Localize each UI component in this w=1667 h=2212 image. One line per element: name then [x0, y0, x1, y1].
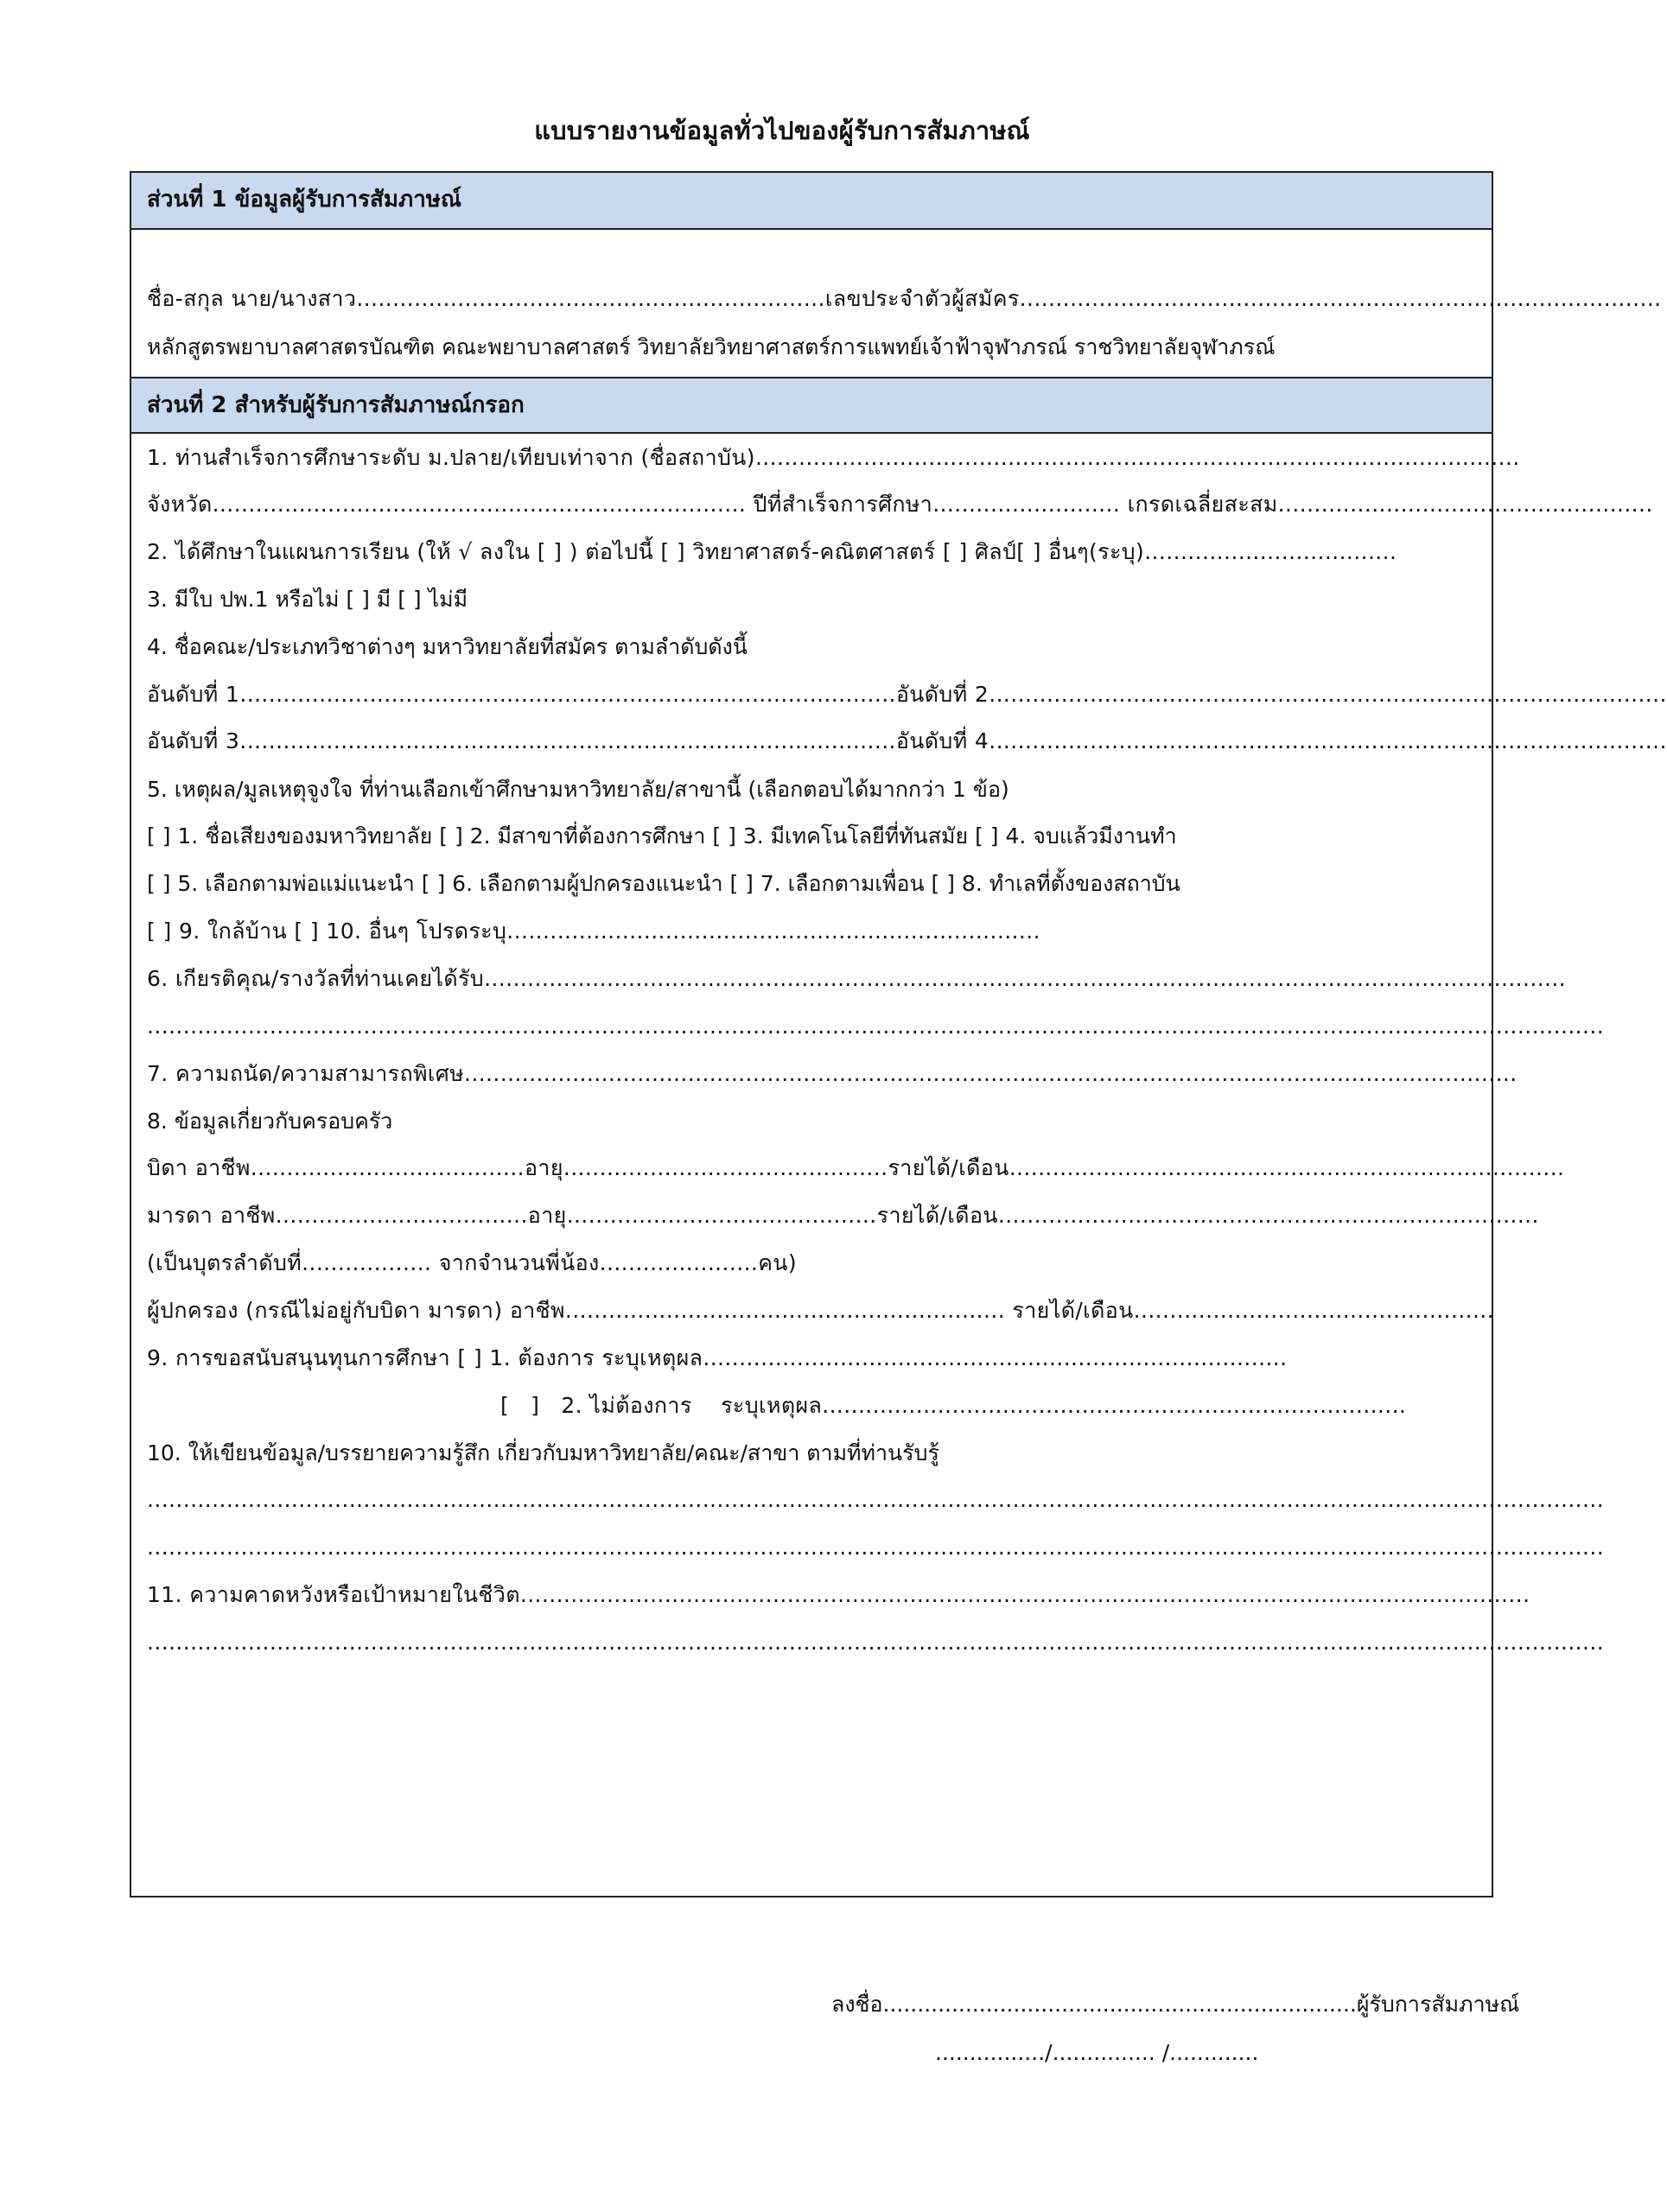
q1-province-line[interactable]: จังหวัด.......................................................................... ปีที่สำเร็จการศึกษา.......................... เกรดเฉลี่ยสะสม.................................................... — [147, 492, 1653, 517]
q3-transcript-line[interactable]: 3. มีใบ ปพ.1 หรือไม่ [ ] มี [ ] ไม่มี — [147, 587, 468, 612]
q5-options-row-1[interactable]: [ ] 1. ชื่อเสียงของมหาวิทยาลัย [ ] 2. มีสาขาที่ต้องการศึกษา [ ] 3. มีเทคโนโลยีที่ทันสมัย [ ] 4. จบแล้วมีงานทำ — [147, 823, 1177, 849]
q7-talent-line[interactable]: 7. ความถนัด/ความสามารถพิเศษ.................................................................................................................................................. — [147, 1061, 1517, 1086]
q4-rank-3-4-line[interactable]: อันดับที่ 3...........................................................................................อันดับที่ 4.............................................................................................. — [147, 728, 1667, 753]
q4-heading: 4. ชื่อคณะ/ประเภทวิชาต่างๆ มหาวิทยาลัยที่สมัคร ตามลำดับดังนี้ — [147, 634, 748, 659]
q1-school-line[interactable]: 1. ท่านสำเร็จการศึกษาระดับ ม.ปลาย/เทียบเท่าจาก (ชื่อสถาบัน).......................................................................................................... — [147, 445, 1520, 470]
q8-sibling-order-line[interactable]: (เป็นบุตรลำดับที่.................. จากจำนวนพี่น้อง......................คน) — [147, 1250, 798, 1275]
q10-answer-line-1[interactable]: .......................................................................................................................................................................................................... — [147, 1487, 1605, 1512]
q10-heading: 10. ให้เขียนข้อมูล/บรรยายความรู้สึก เกี่ยวกับมหาวิทยาลัย/คณะ/สาขา ตามที่ท่านรับรู้ — [147, 1440, 939, 1465]
q11-answer-line[interactable]: .......................................................................................................................................................................................................... — [147, 1630, 1605, 1655]
form-title: แบบรายงานข้อมูลทั่วไปของผู้รับการสัมภาษณ์ — [534, 116, 1030, 145]
program-line: หลักสูตรพยาบาลศาสตรบัณฑิต คณะพยาบาลศาสตร์ วิทยาลัยวิทยาศาสตร์การแพทย์เจ้าฟ้าจุฬาภรณ์ ราชวิทยาลัยจุฬาภรณ์ — [147, 334, 1276, 359]
form-frame — [130, 171, 1667, 1897]
section1-header: ส่วนที่ 1 ข้อมูลผู้รับการสัมภาษณ์ — [131, 173, 1492, 230]
signature-date[interactable]: ................/............... /............. — [935, 2040, 1259, 2065]
signature-line[interactable]: ลงชื่อ.....................................................................ผู้รับการสัมภาษณ์ — [831, 1992, 1520, 2017]
q2-study-plan-line[interactable]: 2. ได้ศึกษาในแผนการเรียน (ให้ √ ลงใน [ ] ) ต่อไปนี้ [ ] วิทยาศาสตร์-คณิตศาสตร์ [ ] ศิลป์[ ] อื่นๆ(ระบุ)................................... — [147, 539, 1397, 564]
q6-awards-line[interactable]: 6. เกียรติคุณ/รางวัลที่ท่านเคยได้รับ...................................................................................................................................................... — [147, 966, 1567, 991]
q8-mother-line[interactable]: มารดา อาชีพ...................................อายุ...........................................รายได้/เดือน........................................................................... — [147, 1203, 1539, 1228]
q8-guardian-line[interactable]: ผู้ปกครอง (กรณีไม่อยู่กับบิดา มารดา) อาชีพ............................................................. รายได้/เดือน.................................................. — [147, 1298, 1494, 1323]
q9-scholarship-no-need-line[interactable]: [ ] 2. ไม่ต้องการ ระบุเหตุผล................................................................................. — [147, 1393, 1407, 1418]
q8-father-line[interactable]: บิดา อาชีพ......................................อายุ.............................................รายได้/เดือน............................................................................. — [147, 1155, 1565, 1180]
q5-options-row-3[interactable]: [ ] 9. ใกล้บ้าน [ ] 10. อื่นๆ โปรดระบุ.......................................................................... — [147, 918, 1040, 944]
q8-heading: 8. ข้อมูลเกี่ยวกับครอบครัว — [147, 1109, 393, 1134]
q5-options-row-2[interactable]: [ ] 5. เลือกตามพ่อแม่แนะนำ [ ] 6. เลือกตามผู้ปกครองแนะนำ [ ] 7. เลือกตามเพื่อน [ ] 8. ทำเลที่ตั้งของสถาบัน — [147, 871, 1180, 896]
section2-header: ส่วนที่ 2 สำหรับผู้รับการสัมภาษณ์กรอก — [131, 377, 1492, 434]
q10-answer-line-2[interactable]: .......................................................................................................................................................................................................... — [147, 1535, 1605, 1560]
q9-scholarship-need-line[interactable]: 9. การขอสนับสนุนทุนการศึกษา [ ] 1. ต้องการ ระบุเหตุผล................................................................................. — [147, 1345, 1288, 1370]
name-line[interactable]: ชื่อ-สกุล นาย/นางสาว.................................................................เลขประจำตัวผู้สมัคร......................................................................................... — [147, 286, 1662, 311]
q6-awards-continued-line[interactable]: .......................................................................................................................................................................................................... — [147, 1014, 1605, 1039]
q11-goal-line[interactable]: 11. ความคาดหวังหรือเป้าหมายในชีวิต............................................................................................................................................ — [147, 1582, 1530, 1607]
q4-rank-1-2-line[interactable]: อันดับที่ 1...........................................................................................อันดับที่ 2.............................................................................................. — [147, 682, 1667, 707]
q5-heading: 5. เหตุผล/มูลเหตุจูงใจ ที่ท่านเลือกเข้าศึกษามหาวิทยาลัย/สาขานี้ (เลือกตอบได้มากกว่า 1 ข้อ) — [147, 777, 1009, 802]
